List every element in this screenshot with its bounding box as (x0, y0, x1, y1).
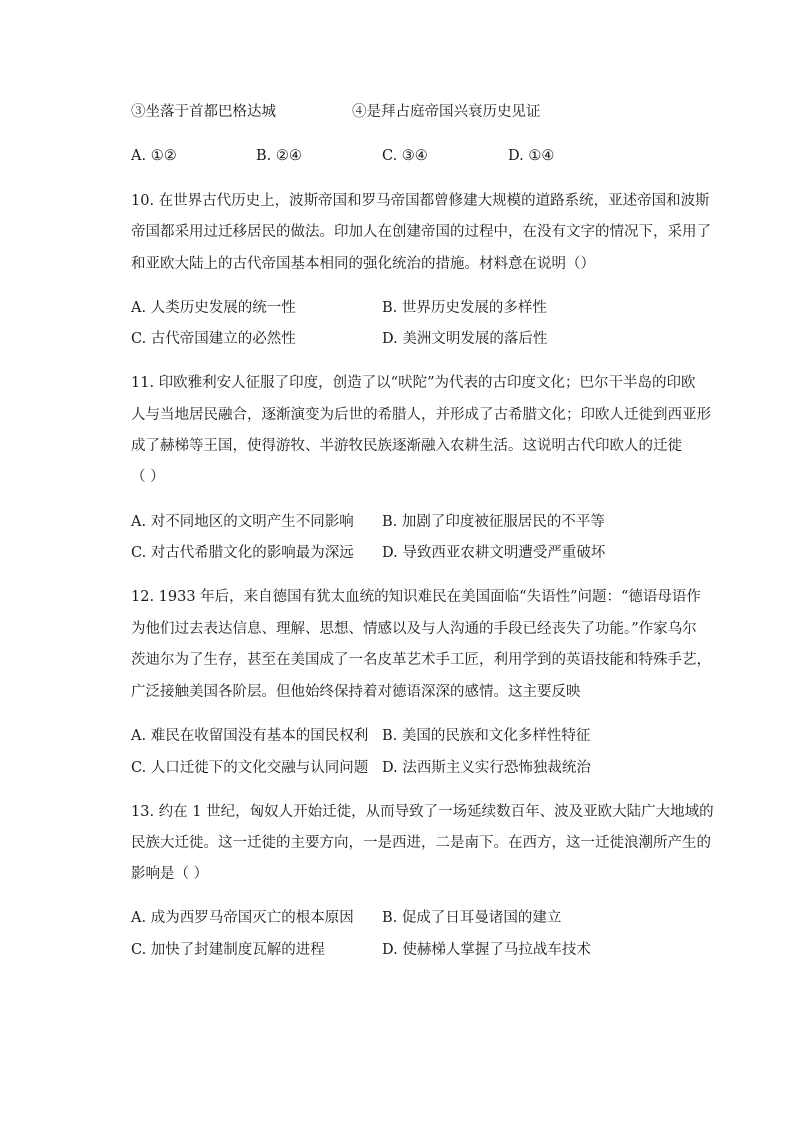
q12-text-line-3: 茨迪尔为了生存，甚至在美国成了一名皮革艺术手工匠，利用学到的英语技能和特殊手艺， (131, 652, 711, 668)
q11-option-c[interactable]: C. 对古代希腊文化的影响最为深远 (131, 545, 354, 561)
q10-option-c[interactable]: C. 古代帝国建立的必然性 (131, 331, 296, 347)
q11-text-line-3: 成了赫梯等王国，使得游牧、半游牧民族逐渐融入农耕生活。这说明古代印欧人的迁徙 (131, 438, 682, 454)
q13-text-line-3: 影响是（ ） (131, 866, 209, 882)
q11-option-a[interactable]: A. 对不同地区的文明产生不同影响 (131, 514, 354, 530)
q11-option-b[interactable]: B. 加剧了印度被征服居民的不平等 (382, 514, 605, 530)
q10-text-line-3: 和亚欧大陆上的古代帝国基本相同的强化统治的措施。材料意在说明（） (131, 256, 595, 272)
q11-text-line-1: 11. 印欧雅利安人征服了印度，创造了以“吠陀”为代表的古印度文化；巴尔干半岛的印欧 (131, 375, 696, 391)
q10-text-line-1: 10. 在世界古代历史上，波斯帝国和罗马帝国都曾修建大规模的道路系统，亚述帝国和波斯 (131, 193, 710, 209)
q12-text-line-2: 为他们过去表达信息、理解、思想、情感以及与人沟通的手段已经丧失了功能。”作家乌尔 (131, 621, 697, 637)
q10-option-a[interactable]: A. 人类历史发展的统一性 (131, 300, 296, 316)
q12-option-a[interactable]: A. 难民在收留国没有基本的国民权利 (131, 728, 369, 744)
q9-option-a[interactable]: A. ①② (131, 148, 177, 164)
q10-option-d[interactable]: D. 美洲文明发展的落后性 (382, 331, 548, 347)
q13-option-c[interactable]: C. 加快了封建制度瓦解的进程 (131, 942, 325, 958)
q13-text-line-2: 民族大迁徙。这一迁徙的主要方向，一是西进，二是南下。在西方，这一迁徙浪潮所产生的 (131, 835, 711, 851)
q12-option-d[interactable]: D. 法西斯主义实行恐怖独裁统治 (382, 760, 591, 776)
q11-option-d[interactable]: D. 导致西亚农耕文明遭受严重破坏 (382, 545, 606, 561)
q11-text-line-2: 人与当地居民融合，逐渐演变为后世的希腊人，并形成了古希腊文化；印欧人迁徙到西亚形 (131, 407, 711, 423)
q13-option-d[interactable]: D. 使赫梯人掌握了马拉战车技术 (382, 942, 591, 958)
q12-option-b[interactable]: B. 美国的民族和文化多样性特征 (382, 728, 591, 744)
q9-option-c[interactable]: C. ③④ (382, 148, 428, 164)
q13-text-line-1: 13. 约在 1 世纪，匈奴人开始迁徙，从而导致了一场延续数百年、波及亚欧大陆广大地域的 (131, 804, 714, 820)
q13-option-a[interactable]: A. 成为西罗马帝国灭亡的根本原因 (131, 910, 354, 926)
q12-option-c[interactable]: C. 人口迁徙下的文化交融与认同问题 (131, 760, 369, 776)
q10-text-line-2: 帝国都采用过迁移居民的做法。印加人在创建帝国的过程中，在没有文字的情况下，采用了 (131, 224, 711, 240)
q9-statement-4: ④是拜占庭帝国兴衰历史见证 (352, 104, 541, 120)
q9-option-d[interactable]: D. ①④ (508, 148, 555, 164)
q9-statement-3: ③坐落于首都巴格达城 (131, 104, 276, 120)
q9-option-b[interactable]: B. ②④ (256, 148, 302, 164)
q11-text-line-4: （ ） (131, 469, 165, 485)
q13-option-b[interactable]: B. 促成了日耳曼诸国的建立 (382, 910, 562, 926)
q10-option-b[interactable]: B. 世界历史发展的多样性 (382, 300, 547, 316)
q12-text-line-1: 12. 1933 年后，来自德国有犹太血统的知识难民在美国面临“失语性”问题：“德语母语作 (131, 589, 701, 605)
q12-text-line-4: 广泛接触美国各阶层。但他始终保持着对德语深深的感情。这主要反映 (131, 684, 581, 700)
